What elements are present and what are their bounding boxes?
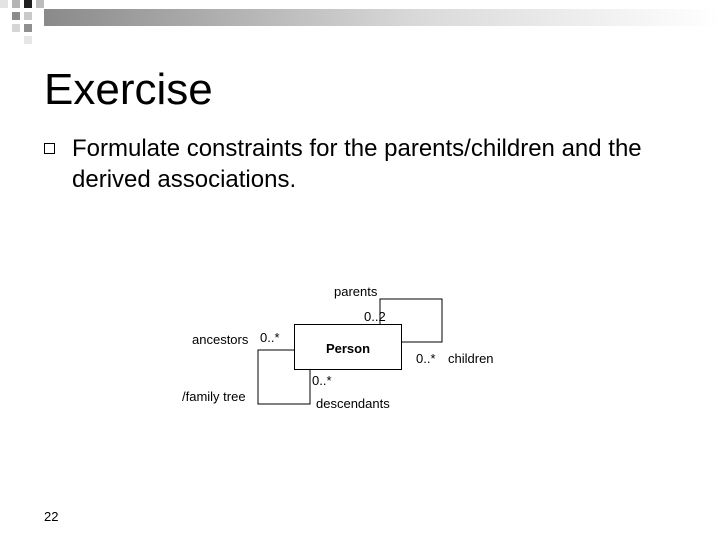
descendants-multiplicity: 0..*	[312, 373, 332, 388]
page-number: 22	[44, 509, 59, 524]
children-role-label: children	[448, 351, 494, 366]
slide-title: Exercise	[44, 65, 213, 114]
bullet-text: Formulate constraints for the parents/children and the derived associations.	[72, 135, 642, 193]
person-class-box	[294, 324, 402, 370]
class-name: Person	[325, 341, 371, 356]
parents-multiplicity: 0..2	[364, 309, 386, 324]
ancestors-multiplicity: 0..*	[260, 330, 280, 345]
descendants-role-label: descendants	[316, 396, 390, 411]
children-multiplicity: 0..*	[416, 351, 436, 366]
parents-role-label: parents	[334, 284, 378, 299]
derived-association-label: /family tree	[182, 389, 246, 404]
ancestors-role-label: ancestors	[192, 332, 249, 347]
